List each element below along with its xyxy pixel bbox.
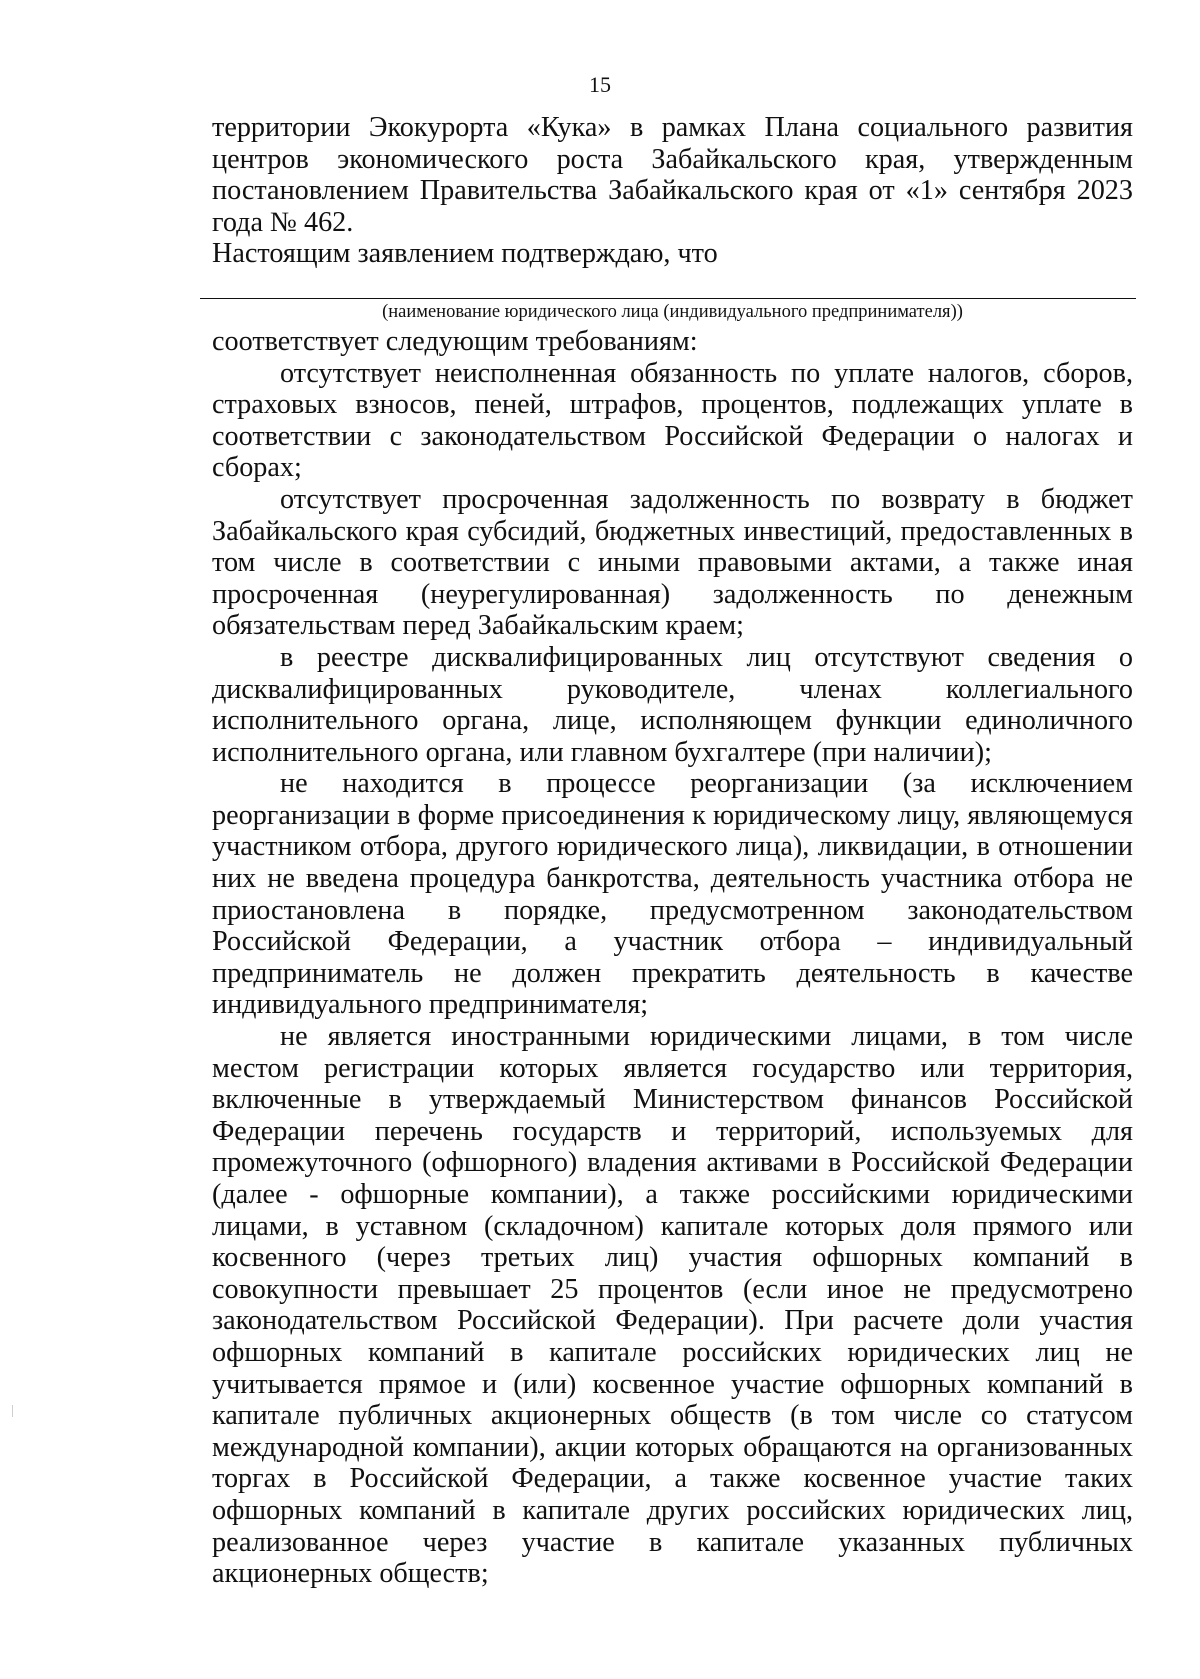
- scan-edge-mark: [12, 1405, 13, 1417]
- requirement-item-reorganization: не находится в процессе реорганизации (за исключением реорганизации в форме присоединения к юридическому лицу, являющемуся участником отбора, другого юридического лица), ликвидации, в отношении них не введена процедура банкротства, деятельность участника отбора не приостановлена в порядке, предусмотренном законодательством Российской Федерации, а участник отбора – индивидуальный предприниматель не должен прекратить деятельность в качестве индивидуального предпринимателя;: [212, 768, 1133, 1021]
- confirm-statement: Настоящим заявлением подтверждаю, что: [212, 238, 718, 270]
- document-body: [212, 112, 1133, 1590]
- requirement-item-tax-debt: отсутствует неисполненная обязанность по уплате налогов, сборов, страховых взносов, пеней, штрафов, процентов, подлежащих уплате в соответствии с законодательством Российской Федерации о налогах и сборах;: [212, 357, 1133, 484]
- requirement-item-disqualified-registry: в реестре дисквалифицированных лиц отсутствуют сведения о дисквалифицированных руководителе, членах коллегиального исполнительного органа, лице, исполняющем функции единоличного исполнительного органа, или главном бухгалтере (при наличии);: [212, 641, 1133, 768]
- intro-continuation: территории Экокурорта «Кука» в рамках Плана социального развития центров экономического роста Забайкальского края, утвержденным постановлением Правительства Забайкальского края от «1» сентября 2023 года № 462.: [212, 112, 1133, 238]
- requirement-item-budget-debt: отсутствует просроченная задолженность по возврату в бюджет Забайкальского края субсидий, бюджетных инвестиций, предоставленных в том числе в соответствии с иными правовыми актами, а также иная просроченная (неурегулированная) задолженность по денежным обязательствам перед Забайкальским краем;: [212, 483, 1133, 642]
- fill-in-line: [200, 298, 1136, 299]
- applicant-name-field[interactable]: [212, 288, 1133, 326]
- requirement-item-offshore: не является иностранными юридическими лицами, в том числе местом регистрации которых является государство или территория, включенные в утверждаемый Министерством финансов Российской Федерации перечень государств и территорий, используемых для промежуточного (офшорного) владения активами в Российской Федерации (далее - офшорные компании), а также российскими юридическими лицами, в уставном (складочном) капитале которых доля прямого или косвенного (через третьих лиц) участия офшорных компаний в совокупности превышает 25 процентов (если иное не предусмотрено законодательством Российской Федерации). При расчете доли участия офшорных компаний в капитале российских юридических лиц не учитывается прямое и (или) косвенное участие офшорных компаний в капитале публичных акционерных обществ (в том числе со статусом международной компании), акции которых обращаются на организованных торгах в Российской Федерации, а также косвенное участие таких офшорных компаний в капитале других российских юридических лиц, реализованное через участие в капитале указанных публичных акционерных обществ;: [212, 1021, 1133, 1590]
- requirements-lead: соответствует следующим требованиям:: [212, 325, 698, 357]
- page-number: 15: [589, 72, 611, 97]
- field-caption: (наименование юридического лица (индивидуального предпринимателя)): [382, 301, 963, 322]
